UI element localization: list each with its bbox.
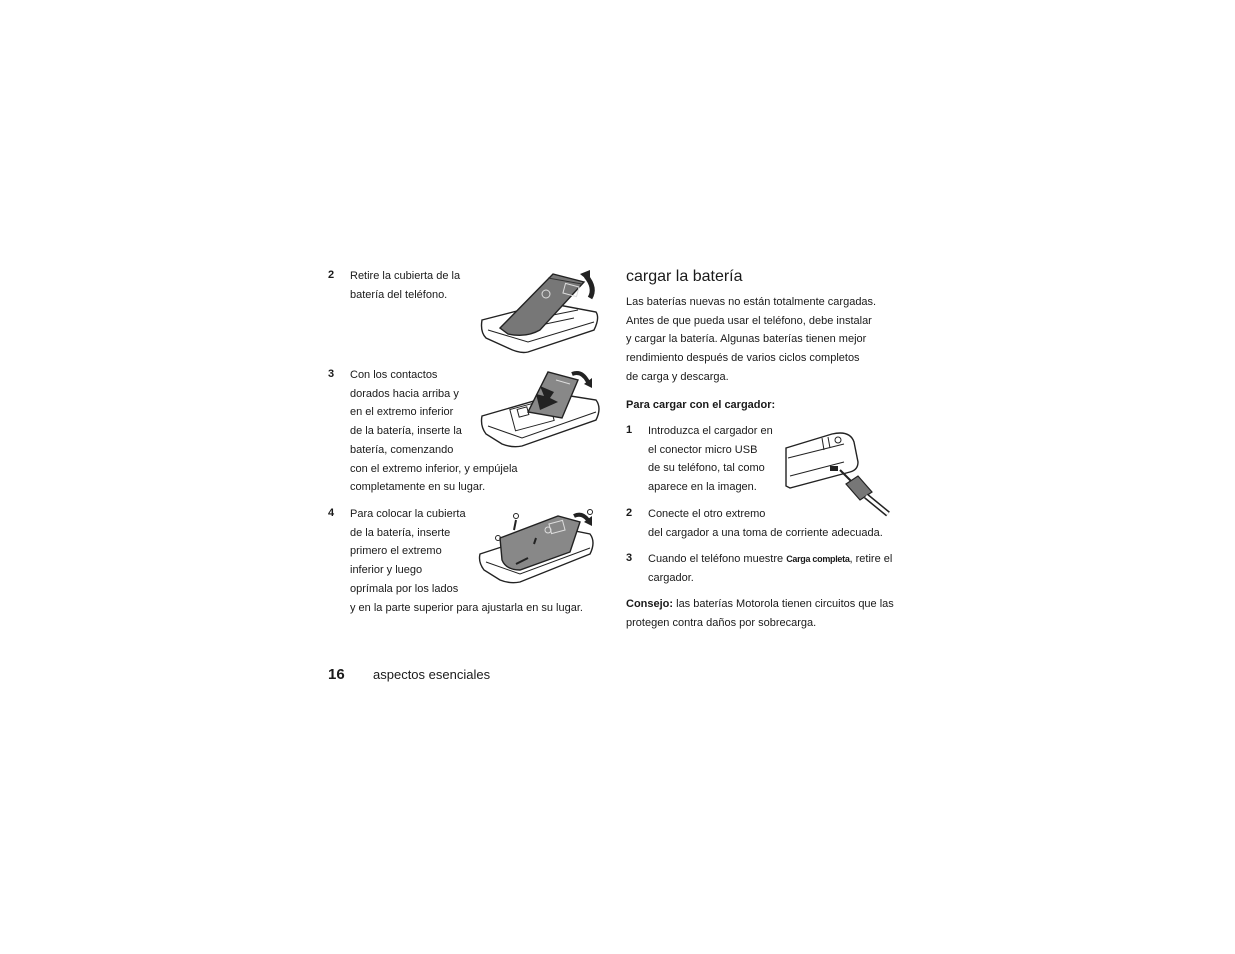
text-line: Antes de que pueda usar el teléfono, debe instalar: [626, 314, 872, 327]
text-line: primero el extremo: [350, 545, 442, 558]
text-line: Retire la cubierta de la: [350, 270, 461, 282]
text-line: y en la parte superior para ajustarla en su lugar.: [350, 601, 583, 614]
text-line: rendimiento después de varios ciclos completos: [626, 352, 860, 365]
step-number: 3: [626, 552, 633, 564]
text-line: y cargar la batería. Algunas baterías tienen mejor: [626, 333, 867, 346]
text-line: del cargador a una toma de corriente adecuada.: [648, 526, 883, 539]
step-number: 1: [626, 424, 633, 436]
text-line: de su teléfono, tal como: [648, 462, 765, 475]
tip-paragraph: [626, 595, 894, 632]
text-line: Conecte el otro extremo: [648, 508, 766, 520]
text-line: cargador.: [648, 571, 694, 584]
right-step-2-text: [648, 505, 883, 542]
step-number: 2: [626, 507, 633, 519]
tip-label: Consejo:: [626, 598, 674, 610]
text-line: dorados hacia arriba y: [350, 387, 459, 400]
text-line: batería, comenzando: [350, 443, 454, 456]
text-line: Introduzca el cargador en: [648, 425, 773, 437]
section-heading: cargar la batería: [626, 268, 743, 285]
right-step-3-text: [648, 550, 892, 587]
text-line: Con los contactos: [350, 369, 438, 381]
step-2-text: [350, 267, 460, 304]
display-message: Carga completa: [786, 554, 850, 564]
text-line: [626, 595, 894, 614]
page-number: 16: [328, 666, 345, 683]
phone-battery-cover-removal-illustration: [478, 268, 608, 356]
text-line: en el extremo inferior: [350, 406, 454, 419]
text-line: protegen contra daños por sobrecarga.: [626, 616, 817, 629]
text-line: Para colocar la cubierta: [350, 508, 466, 520]
text-line: [648, 550, 892, 569]
intro-paragraph: [626, 293, 876, 387]
right-step-1-text: [648, 422, 773, 497]
battery-insertion-illustration: [478, 366, 608, 450]
text-line: inferior y luego: [350, 564, 423, 577]
step-number: 2: [328, 269, 335, 281]
battery-cover-replacement-illustration: [476, 504, 600, 586]
step-number: 3: [328, 368, 335, 380]
text-line: con el extremo inferior, y empújela: [350, 462, 518, 475]
section-name: aspectos esenciales: [373, 667, 491, 682]
text-line: de la batería, inserte la: [350, 425, 462, 438]
text-line: aparece en la imagen.: [648, 481, 757, 494]
text-segment: Cuando el teléfono muestre: [648, 553, 787, 565]
text-segment: , retire el: [849, 553, 893, 565]
text-line: batería del teléfono.: [350, 288, 448, 301]
text-line: el conector micro USB: [648, 443, 758, 456]
text-line: completamente en su lugar.: [350, 481, 486, 494]
subheading: Para cargar con el cargador:: [626, 399, 776, 411]
text-line: Las baterías nuevas no están totalmente cargadas.: [626, 296, 877, 308]
text-line: de la batería, inserte: [350, 526, 451, 539]
text-segment: las baterías Motorola tienen circuitos que las: [673, 598, 894, 610]
step-number: 4: [328, 507, 335, 519]
text-line: oprímala por los lados: [350, 582, 459, 595]
text-line: de carga y descarga.: [626, 370, 729, 383]
